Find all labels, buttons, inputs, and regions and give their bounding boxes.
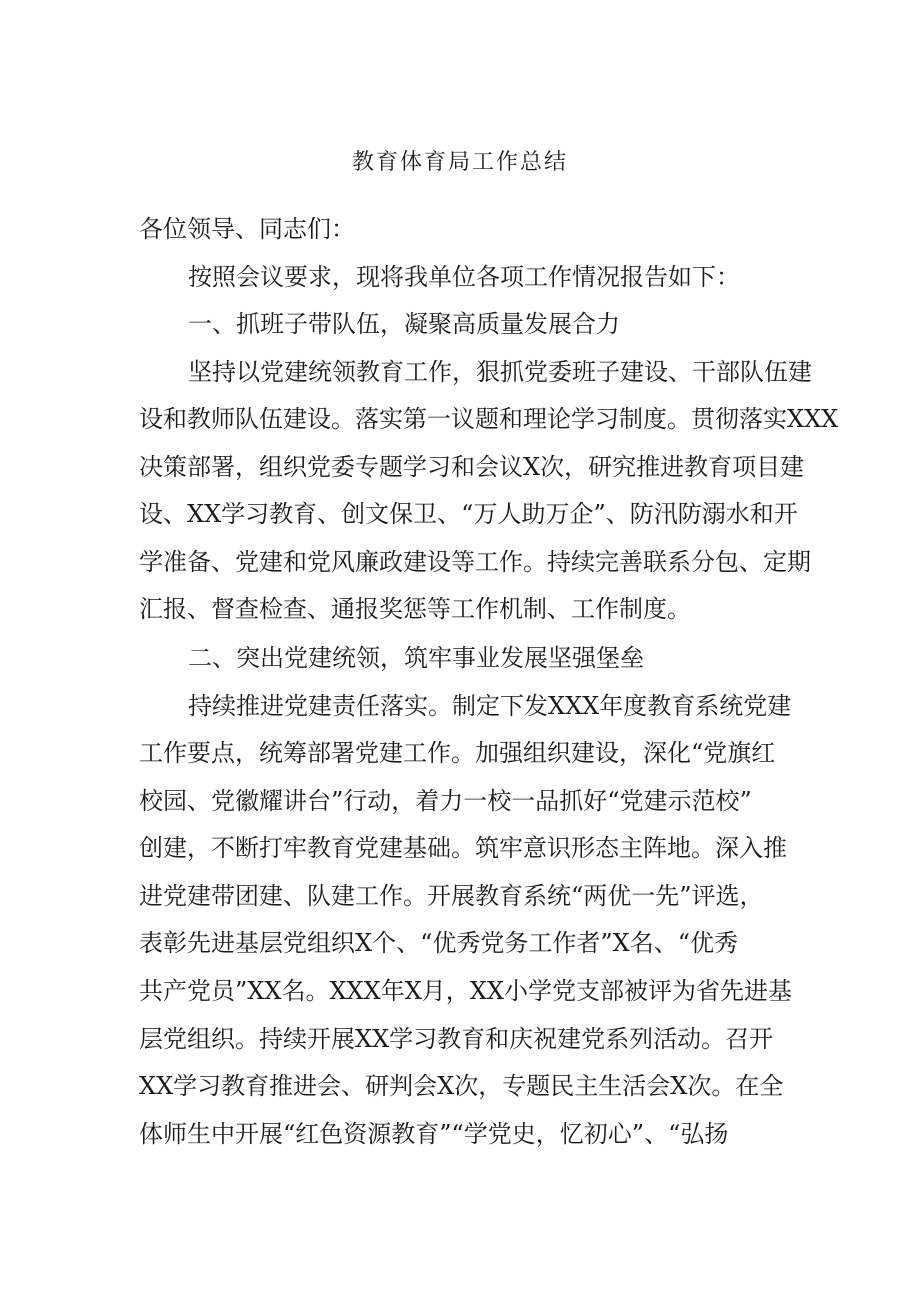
section-heading-1: 一、抓班子带队伍，凝聚高质量发展合力 [188,310,620,338]
paragraph-line: 汇报、督查检查、通报奖惩等工作机制、工作制度。 [139,595,691,623]
paragraph-line: 设、XX学习教育、创文保卫、“万人助万企”、防汛防溺水和开 [139,500,798,528]
paragraph-line: 体师生中开展“红色资源教育”“学党史，忆初心”、“弘扬 [139,1120,729,1148]
paragraph-line: XX学习教育推进会、研判会X次，专题民主生活会X次。在全 [139,1072,784,1100]
salutation: 各位领导、同志们： [139,215,355,243]
paragraph-line: 共产党员”XX名。XXX年X月，XX小学党支部被评为省先进基 [139,977,792,1005]
paragraph-line: 持续推进党建责任落实。制定下发XXX年度教育系统党建 [188,692,792,720]
paragraph-line: 进党建带团建、队建工作。开展教育系统“两优一先”评选， [139,882,764,910]
paragraph-line: 设和教师队伍建设。落实第一议题和理论学习制度。贯彻落实XXX [139,405,839,433]
paragraph-line: 学准备、党建和党风廉政建设等工作。持续完善联系分包、定期 [139,548,811,576]
paragraph-line: 决策部署，组织党委专题学习和会议X次，研究推进教育项目建 [139,453,805,481]
paragraph-line: 坚持以党建统领教育工作，狠抓党委班子建设、干部队伍建 [188,358,812,386]
paragraph-line: 创建，不断打牢教育党建基础。筑牢意识形态主阵地。深入推 [139,834,787,862]
paragraph-line: 层党组织。持续开展XX学习教育和庆祝建党系列活动。召开 [139,1025,774,1053]
document-title: 教育体育局工作总结 [351,150,568,175]
section-heading-2: 二、突出党建统领，筑牢事业发展坚强堡垒 [188,644,644,672]
paragraph-line: 校园、党徽耀讲台”行动，着力一校一品抓好“党建示范校” [139,787,752,815]
paragraph-line: 表彰先进基层党组织X个、“优秀党务工作者”X名、“优秀 [139,929,738,957]
intro-line: 按照会议要求，现将我单位各项工作情况报告如下： [188,263,740,291]
paragraph-line: 工作要点，统筹部署党建工作。加强组织建设，深化“党旗红 [139,739,776,767]
